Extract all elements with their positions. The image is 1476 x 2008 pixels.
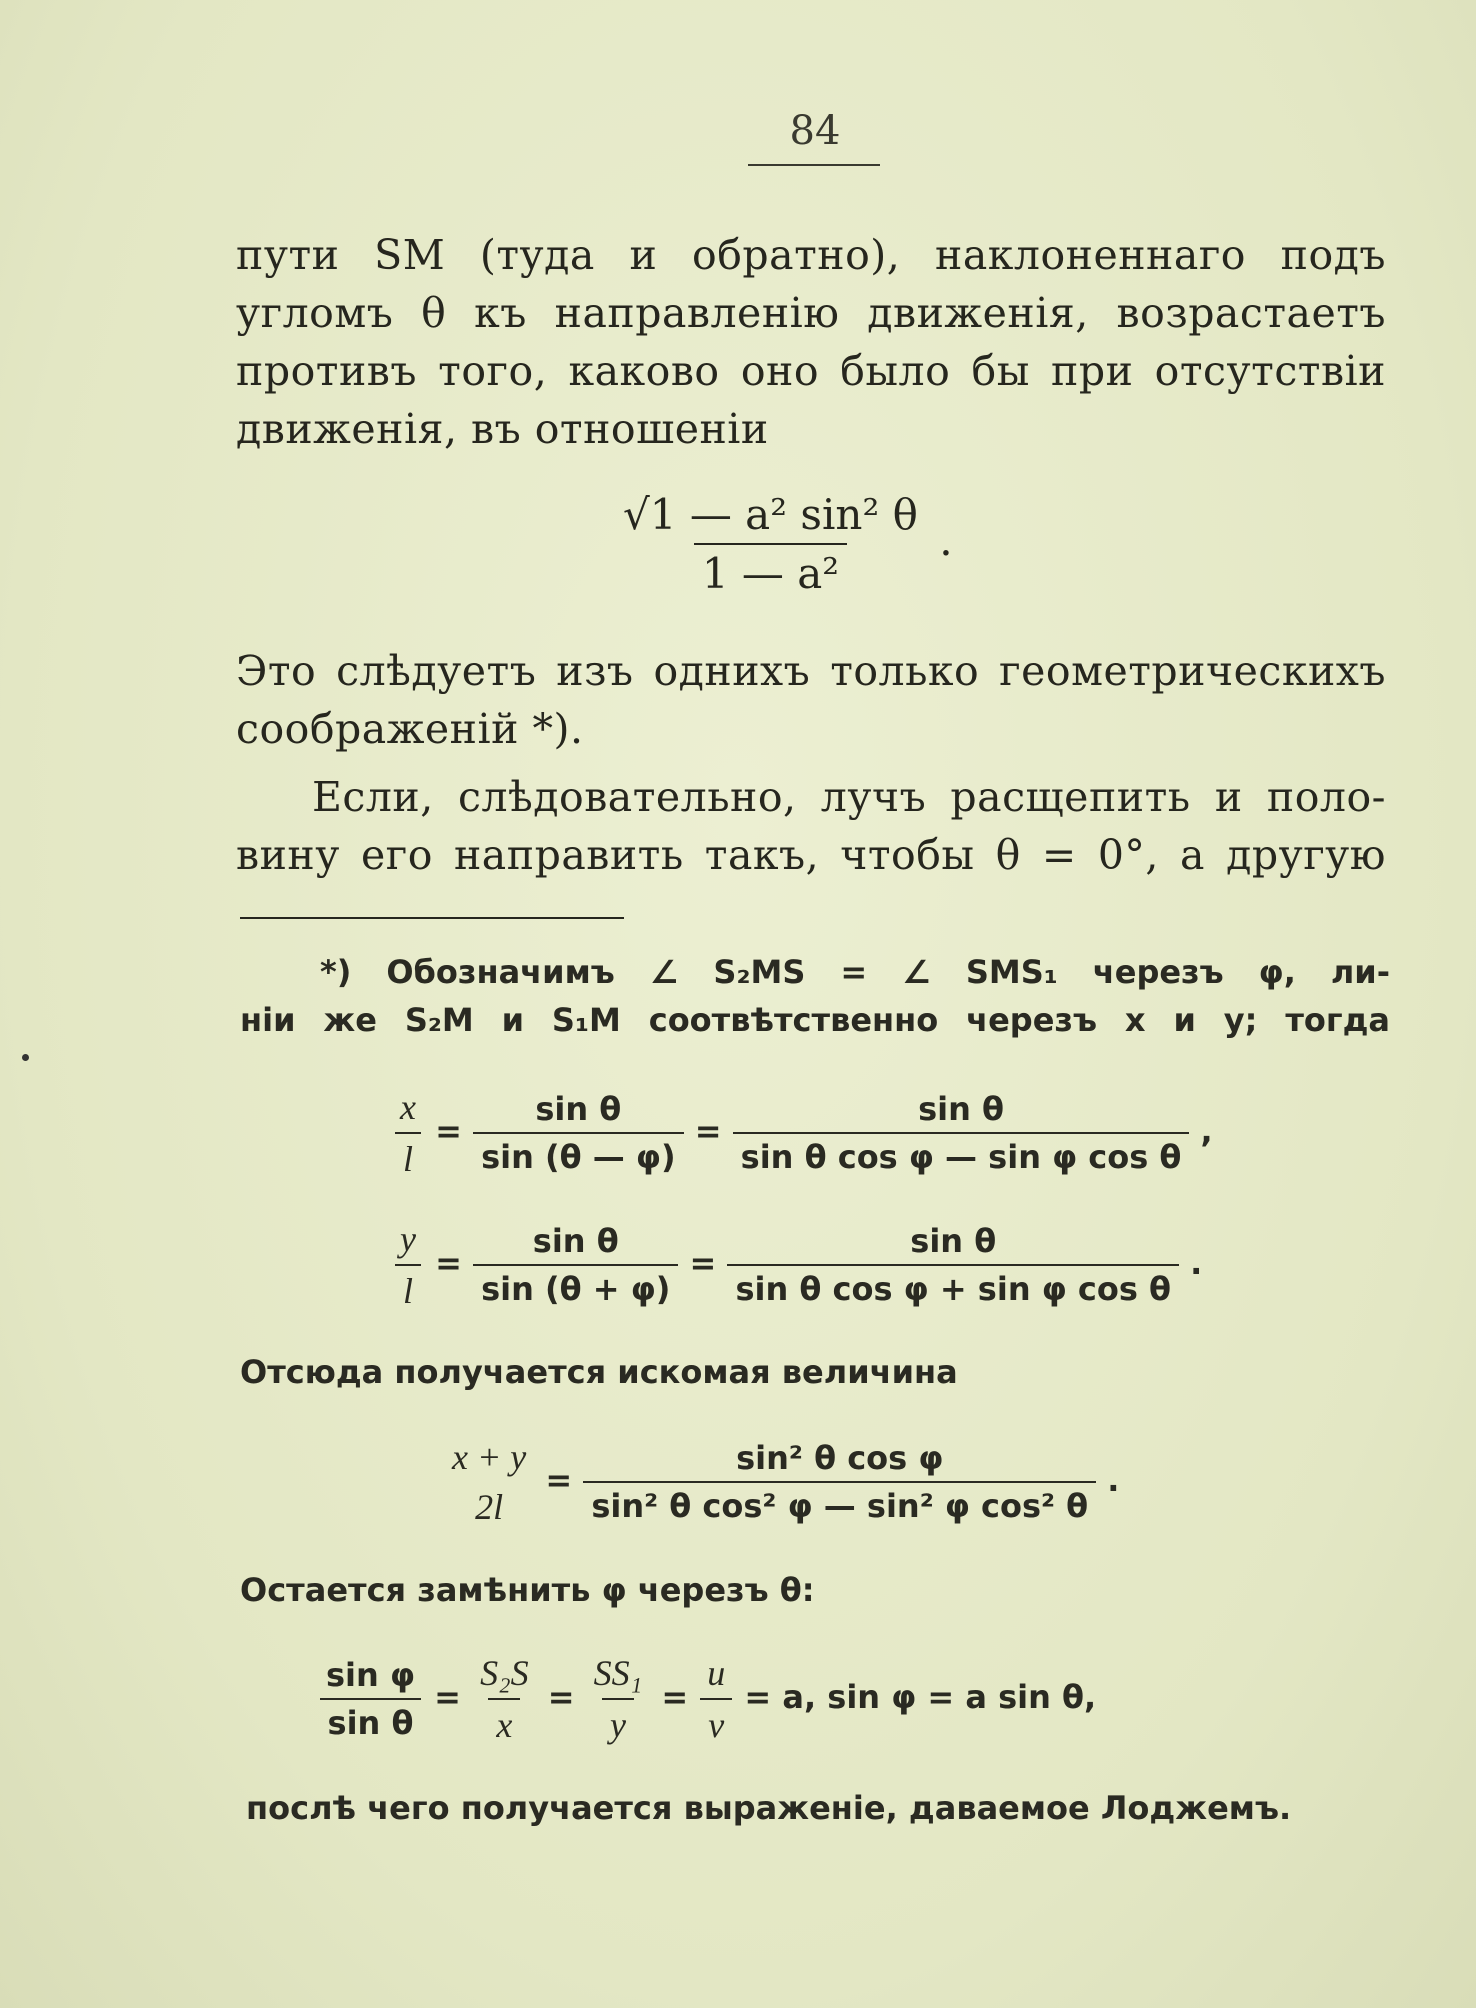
footnote-text-3 (240, 1566, 1390, 1614)
text-line: пути SM (туда и обратно), наклоненнаго подъ (236, 231, 1386, 279)
fraction-numerator: sin φ (326, 1656, 415, 1694)
fraction-numerator: sin θ (910, 1222, 997, 1260)
ink-speck (22, 1054, 29, 1061)
fraction-denominator: l (395, 1264, 421, 1312)
fraction-denominator: l (395, 1132, 421, 1180)
fraction-numerator: y (400, 1219, 416, 1259)
footnote-line: послѣ чего получается выраженіе, даваемое Лоджемъ. (246, 1789, 1292, 1827)
equals-sign: = (545, 1461, 573, 1499)
footnote-equation-3 (444, 1436, 1119, 1528)
fraction-numerator: sin² θ cos φ (736, 1439, 944, 1477)
equals-sign: = (694, 1112, 722, 1150)
fraction-numerator: x (400, 1087, 416, 1127)
fraction-numerator: SS₁ (593, 1653, 643, 1693)
equals-sign: = (435, 1244, 462, 1282)
fraction-denominator: 2l (475, 1487, 504, 1527)
fraction-denominator: y (602, 1698, 634, 1746)
equation-tail: = a, sin φ = a sin θ, (744, 1678, 1097, 1716)
footnote-separator (240, 917, 624, 919)
footnote-line: Остается замѣнить φ черезъ θ: (240, 1571, 815, 1609)
fraction-denominator: sin² θ cos² φ — sin² φ cos² θ (583, 1481, 1096, 1525)
paragraph-2 (236, 642, 1386, 758)
fraction-denominator: x (488, 1698, 520, 1746)
fraction-denominator: v (700, 1698, 732, 1746)
equals-sign: = (689, 1244, 717, 1282)
fraction-denominator: 1 — a² (694, 543, 847, 598)
fraction-numerator: x + y (452, 1437, 527, 1477)
footnote-text-4 (246, 1784, 1396, 1832)
footnote-equation-1 (392, 1086, 1213, 1180)
equation-tail: . (1107, 1461, 1120, 1499)
fraction-numerator: u (707, 1653, 726, 1693)
formula-period: . (939, 516, 953, 565)
text-line: угломъ θ къ направленію движенія, возрастаетъ (236, 289, 1386, 337)
equation-tail: , (1200, 1112, 1213, 1150)
text-line: Если, слѣдовательно, лучъ расщепить и поло- (312, 773, 1386, 821)
fraction-numerator: S₂S (480, 1653, 529, 1693)
footnote-text (240, 948, 1390, 1044)
equals-sign: = (547, 1678, 575, 1716)
fraction-numerator: √1 — a² sin² θ (623, 490, 918, 539)
fraction-numerator: sin θ (535, 1090, 622, 1128)
main-formula (615, 490, 953, 598)
page-number: 84 (789, 108, 841, 154)
fraction-numerator: sin θ (532, 1222, 619, 1260)
fraction-denominator: sin (θ + φ) (473, 1264, 678, 1308)
fraction-denominator: sin θ (320, 1698, 422, 1742)
ratio-fraction (615, 490, 926, 598)
fraction-denominator: sin (θ — φ) (473, 1132, 683, 1176)
equals-sign: = (434, 1678, 461, 1716)
footnote-equation-4 (318, 1652, 1096, 1746)
text-line: движенія, въ отношеніи (236, 405, 769, 453)
fraction-numerator: sin θ (918, 1090, 1004, 1128)
fraction-denominator: sin θ cos φ — sin φ cos θ (733, 1132, 1190, 1176)
text-line: Это слѣдуетъ изъ однихъ только геометрическихъ (236, 647, 1386, 695)
footnote-line: *) Обозначимъ ∠ S₂MS = ∠ SMS₁ черезъ φ, ли- (320, 953, 1390, 991)
page-number-rule (748, 164, 880, 166)
text-line: противъ того, каково оно было бы при отсутствіи (236, 347, 1386, 395)
footnote-text-2 (240, 1348, 1390, 1396)
footnote-equation-2 (392, 1218, 1202, 1312)
fraction-denominator: sin θ cos φ + sin φ cos θ (727, 1264, 1179, 1308)
text-line: соображеній *). (236, 705, 584, 753)
paragraph-1 (236, 226, 1386, 458)
equation-tail: . (1190, 1244, 1203, 1282)
text-line: вину его направить такъ, чтобы θ = 0°, а другую (236, 831, 1386, 879)
footnote-line: ніи же S₂M и S₁M соотвѣтственно черезъ x и y; тогда (240, 1001, 1390, 1039)
equals-sign: = (661, 1678, 689, 1716)
equals-sign: = (435, 1112, 462, 1150)
paragraph-3 (236, 768, 1386, 884)
footnote-line: Отсюда получается искомая величина (240, 1353, 958, 1391)
